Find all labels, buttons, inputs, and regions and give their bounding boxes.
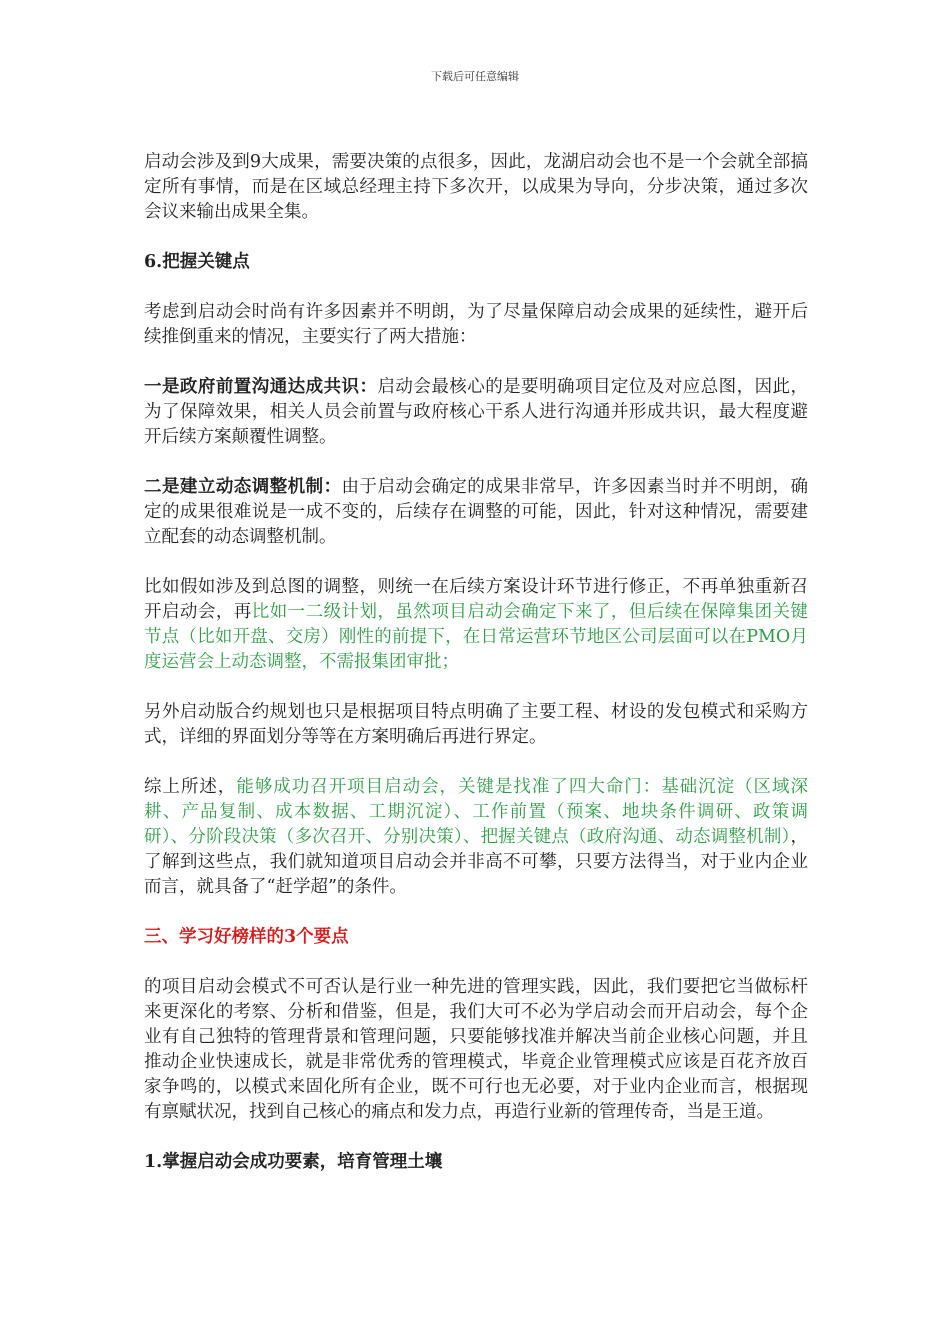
heading-6: 6.把握关键点 [144,252,250,272]
paragraph-4-lead: 二是建立动态调整机制： [144,477,342,497]
paragraph-8: 的项目启动会模式不可否认是行业一种先进的管理实践，因此，我们要把它当做标杆来更深化的考察、分析和借鉴，但是，我们大可不必为学启动会而开启动会，每个企业有自己独特的管理背景和管理问题，只要能够找准并解决当前企业核心问题，并且推动企业快速成长，就是非常优秀的管理模式，毕竟企业管理模式应该是百花齐放百家争鸣的，以模式来固化所有企业，既不可行也无必要，对于业内企业而言，根据现有禀赋状况，找到自己核心的痛点和发力点，再造行业新的管理传奇，当是王道。 [144,977,808,1122]
paragraph-7-intro: 综上所述， [144,777,237,797]
paragraph-3-lead: 一是政府前置沟通达成共识： [144,377,378,397]
paragraph-2: 考虑到启动会时尚有许多因素并不明朗，为了尽量保障启动会成果的延续性，避开后续推倒重来的情况，主要实行了两大措施： [144,302,808,347]
document-body [144,150,808,1200]
paragraph-7-highlight: 能够成功召开项目启动会，关键是找准了四大命门：基础沉淀（区域深耕、产品复制、成本数据、工期沉淀）、工作前置（预案、地块条件调研、政策调研）、分阶段决策（多次召开、分别决策）、把握关键点（政府沟通、动态调整机制） [144,777,808,847]
paragraph-4-text: 由于启动会确定的成果非常早，许多因素当时并不明朗，确定的成果很难说是一成不变的，后续存在调整的可能，因此，针对这种情况，需要建立配套的动态调整机制。 [144,477,809,547]
section-heading-3: 三、学习好榜样的3个要点 [144,927,349,947]
heading-1: 1.掌握启动会成功要素，培育管理土壤 [144,1152,443,1172]
paragraph-1: 启动会涉及到9大成果，需要决策的点很多，因此，龙湖启动会也不是一个会就全部搞定所有事情，而是在区域总经理主持下多次开，以成果为导向，分步决策，通过多次会议来输出成果全集。 [144,152,808,222]
paragraph-5-text: 比如假如涉及到总图的调整，则统一在后续方案设计环节进行修正，不再单独重新召开启动会，再 [144,577,808,622]
paragraph-5 [144,575,808,675]
paragraph-5-highlight: 比如一二级计划，虽然项目启动会确定下来了，但后续在保障集团关键节点（比如开盘、交房）刚性的前提下，在日常运营环节地区公司层面可以在PMO月度运营会上动态调整，不需报集团审批； [144,602,808,672]
page-header: 下载后可任意编辑 [431,70,519,83]
paragraph-7-text: ，了解到这些点，我们就知道项目启动会并非高不可攀，只要方法得当，对于业内企业而言，就具备了“赶学超”的条件。 [144,827,808,897]
paragraph-3-text: 启动会最核心的是要明确项目定位及对应总图，因此，为了保障效果，相关人员会前置与政府核心干系人进行沟通并形成共识，最大程度避开后续方案颠覆性调整。 [144,377,809,447]
paragraph-4 [144,475,808,550]
paragraph-6: 另外启动版合约规划也只是根据项目特点明确了主要工程、材设的发包模式和采购方式，详细的界面划分等等在方案明确后再进行界定。 [144,702,808,747]
paragraph-7 [144,775,808,900]
paragraph-3 [144,375,808,450]
